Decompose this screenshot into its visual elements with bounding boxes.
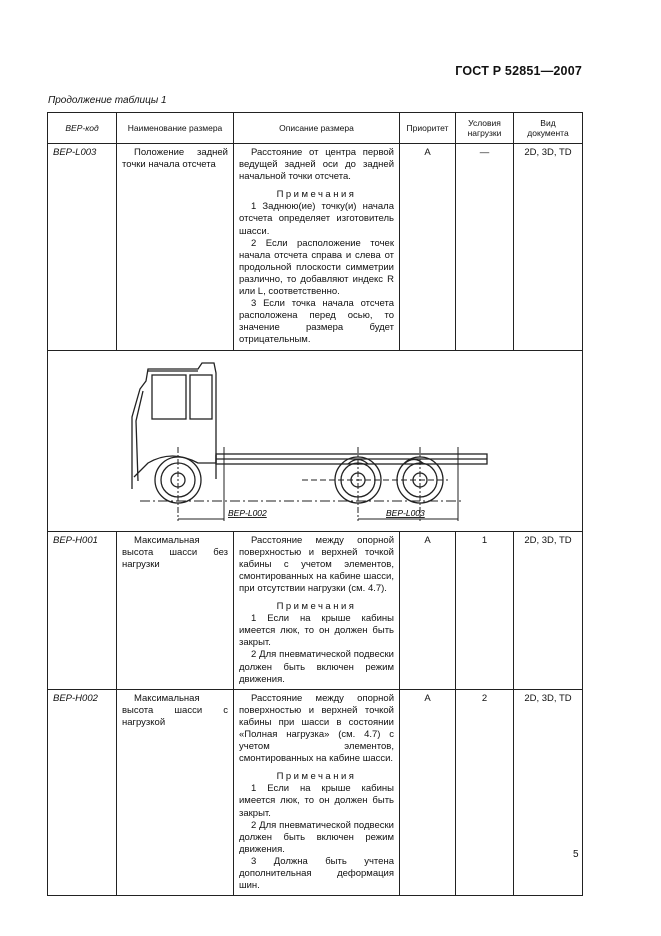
table-header-row <box>48 113 583 144</box>
header-priority: Приоритет <box>400 113 456 144</box>
table-row <box>48 689 583 896</box>
row-doc: 2D, 3D, TD <box>514 144 583 351</box>
note-item: 2 Для пневматической подвески должен быть включен режим движения. <box>239 819 394 855</box>
notes-title: Примечания <box>276 771 357 783</box>
note-item: 2 Для пневматической подвески должен быть включен режим движения. <box>239 649 394 685</box>
row-load: 2 <box>456 689 514 896</box>
notes-title: Примечания <box>276 189 357 201</box>
row-desc <box>234 689 400 896</box>
figure-label-l003: ВЕР-L003 <box>386 507 425 518</box>
row-priority: A <box>400 144 456 351</box>
spec-table <box>47 112 583 896</box>
note-item: 1 Заднюю(ие) точку(и) начала отсчета определяет изготовитель шасси. <box>239 201 394 237</box>
truck-figure-cell <box>48 350 583 531</box>
row-code: ВЕР-H002 <box>48 689 117 896</box>
standard-header: ГОСТ Р 52851—2007 <box>455 64 582 78</box>
desc-text: Расстояние между опорной поверхностью и верхней точкой кабины при шасси в состоянии «Полная нагрузка» (см. 4.7) с учетом элементов, смонтированных на кабине шасси. <box>239 692 394 765</box>
truck-chassis-figure <box>48 351 581 527</box>
header-name: Наименование размера <box>117 113 234 144</box>
row-code: ВЕР-L003 <box>48 144 117 351</box>
note-item: 1 Если на крыше кабины имеется люк, то он должен быть закрыт. <box>239 613 394 649</box>
notes-title: Примечания <box>276 601 357 613</box>
header-load: Условия нагрузки <box>456 113 514 144</box>
header-desc: Описание размера <box>234 113 400 144</box>
header-code: ВЕР-код <box>48 113 117 144</box>
header-doc: Вид документа <box>514 113 583 144</box>
row-doc: 2D, 3D, TD <box>514 531 583 689</box>
row-name: Положение задней точки начала отсчета <box>117 144 234 351</box>
row-load: 1 <box>456 531 514 689</box>
page-number: 5 <box>573 849 579 860</box>
table-row <box>48 531 583 689</box>
note-item: 3 Должна быть учтена дополнительная деформация шин. <box>239 855 394 892</box>
row-desc <box>234 144 400 351</box>
row-priority: A <box>400 689 456 896</box>
row-code: ВЕР-H001 <box>48 531 117 689</box>
row-priority: A <box>400 531 456 689</box>
note-item: 3 Если точка начала отсчета расположена перед осью, то значение размера будет отрицательным. <box>239 298 394 346</box>
note-item: 1 Если на крыше кабины имеется люк, то он должен быть закрыт. <box>239 783 394 819</box>
row-name: Максимальная высота шасси с нагрузкой <box>117 689 234 896</box>
row-doc: 2D, 3D, TD <box>514 689 583 896</box>
desc-text: Расстояние от центра первой ведущей задней оси до задней начальной точки отсчета. <box>239 147 394 183</box>
row-load: — <box>456 144 514 351</box>
row-name: Максимальная высота шасси без нагрузки <box>117 531 234 689</box>
table-row <box>48 144 583 351</box>
row-desc <box>234 531 400 689</box>
figure-row <box>48 350 583 531</box>
table-caption: Продолжение таблицы 1 <box>48 95 167 106</box>
note-item: 2 Если расположение точек начала отсчета справа и слева от продольной плоскости симметрии различно, то добавляют индекс R или L, соответственно. <box>239 237 394 298</box>
figure-label-l002: ВЕР-L002 <box>228 507 267 518</box>
desc-text: Расстояние между опорной поверхностью и верхней точкой кабины с учетом элементов, смонтированных на кабине шасси, при отсутствии нагрузки (см. 4.7). <box>239 534 394 594</box>
